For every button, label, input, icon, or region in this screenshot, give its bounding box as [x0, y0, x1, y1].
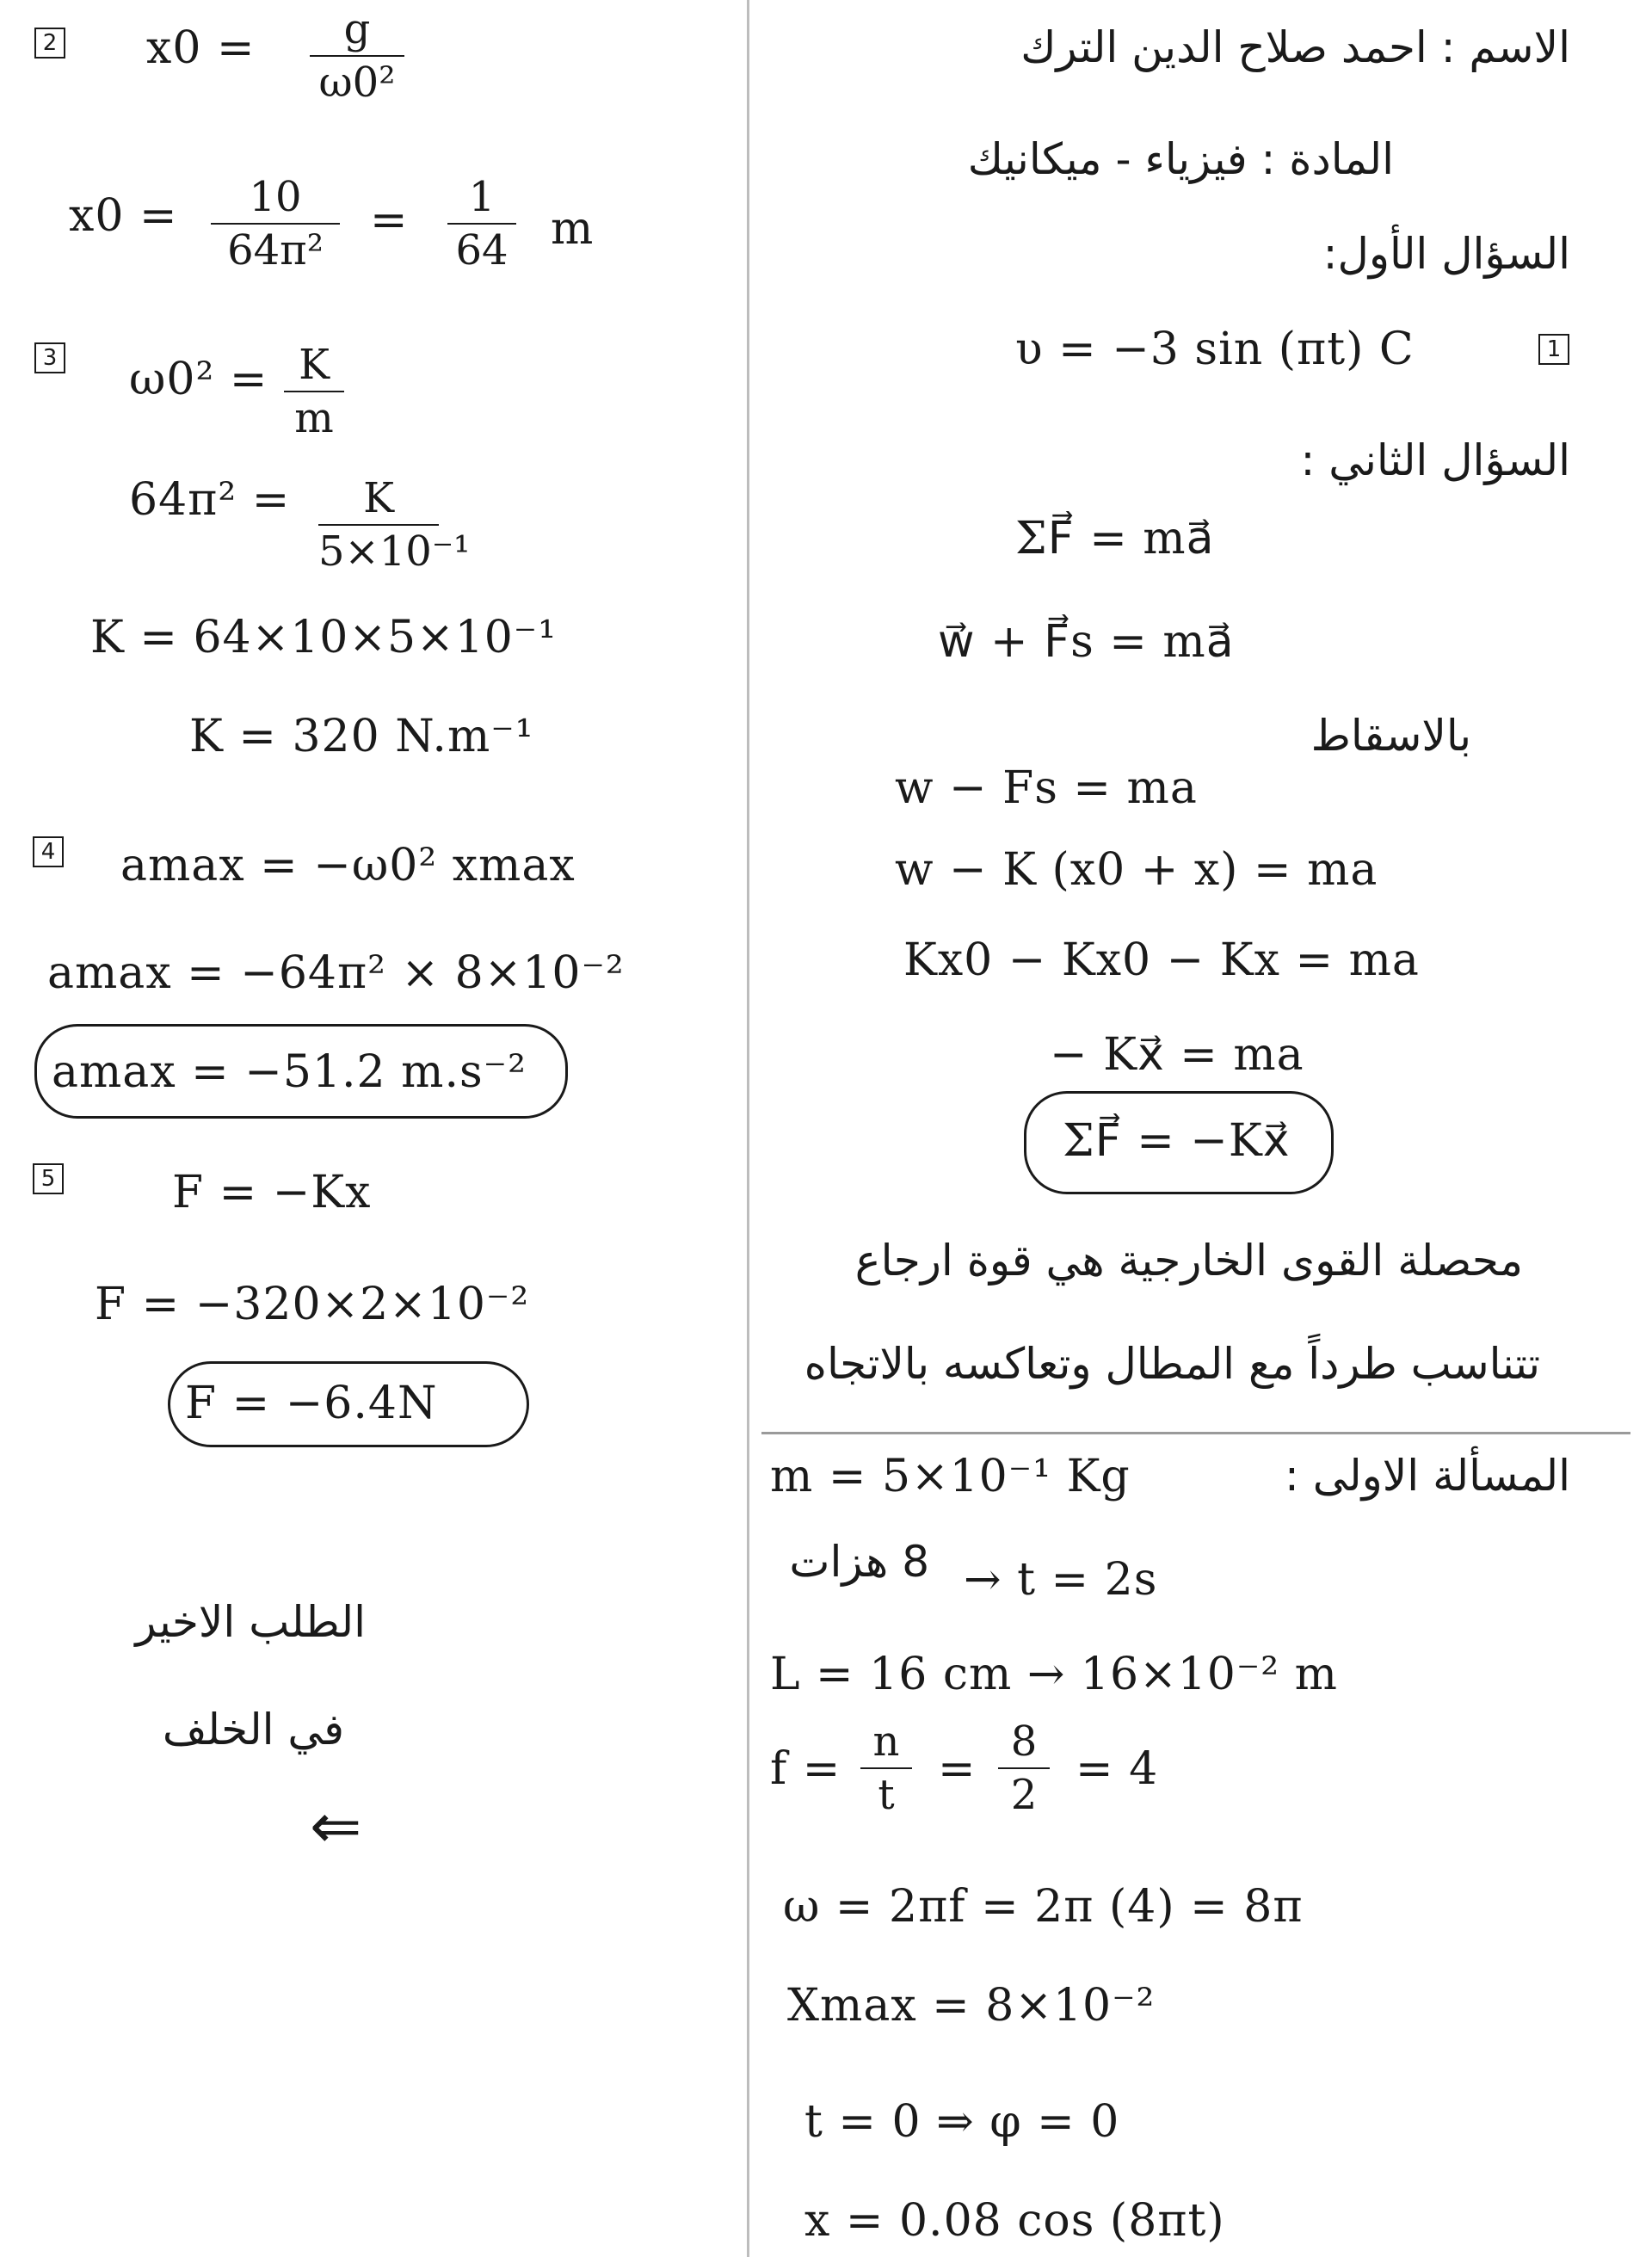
- fraction-numerator: 8: [1010, 1717, 1038, 1766]
- fraction-bar: [998, 1767, 1050, 1769]
- part5-number-box: 5: [33, 1163, 64, 1194]
- q1-velocity-eq: υ = −3 sin (πt) C: [1015, 324, 1415, 375]
- omega0-lhs: ω0² =: [129, 354, 268, 405]
- arrow-left-icon: ⇐: [310, 1790, 362, 1862]
- fraction-numerator: K: [363, 474, 394, 522]
- q1-number-box: 1: [1538, 334, 1569, 365]
- fraction-numerator: 10: [249, 173, 302, 221]
- frequency-lhs: f =: [770, 1743, 841, 1795]
- initial-condition: t = 0 ⇒ φ = 0: [804, 2096, 1120, 2148]
- newton-vector-eq: w⃗ + F⃗s = ma⃗: [938, 616, 1235, 668]
- fraction-numerator: K: [299, 341, 330, 389]
- fraction-denominator: t: [878, 1771, 895, 1819]
- fraction-numerator: n: [872, 1717, 900, 1766]
- subject-line: المادة : فيزياء - ميكانيك: [967, 134, 1394, 184]
- amax-result: amax = −51.2 m.s⁻²: [52, 1046, 527, 1098]
- fraction-numerator: g: [343, 5, 371, 53]
- k-result: K = 320 N.m⁻¹: [189, 711, 534, 762]
- force-result: F = −6.4N: [185, 1378, 438, 1429]
- projection-eq-4: − Kx⃗ = ma: [1050, 1029, 1304, 1081]
- fraction-denominator: ω0²: [318, 59, 396, 107]
- note-last-part: الطلب الاخير: [135, 1597, 366, 1647]
- omega0-fraction-2: [318, 474, 471, 576]
- force-calculation: F = −320×2×10⁻²: [95, 1279, 530, 1330]
- student-name: الاسم : احمد صلاح الدين الترك: [1020, 22, 1570, 72]
- newton-sum-eq: ΣF⃗ = ma⃗: [1015, 513, 1215, 564]
- note-on-back: في الخلف: [162, 1705, 344, 1754]
- fraction-bar: [447, 223, 516, 225]
- k-calculation: K = 64×10×5×10⁻¹: [90, 612, 558, 663]
- force-formula: F = −Kx: [172, 1167, 372, 1218]
- frequency-fraction-symbolic: [860, 1717, 912, 1819]
- motion-equation: x = 0.08 cos (8πt): [804, 2195, 1225, 2247]
- part4-number-box: 4: [33, 836, 64, 867]
- projection-eq-3: Kx0 − Kx0 − Kx = ma: [903, 934, 1420, 986]
- projection-eq-2: w − K (x0 + x) = ma: [895, 844, 1378, 896]
- omega0-lhs-2: 64π² =: [129, 474, 291, 526]
- fraction-denominator: m: [294, 394, 334, 442]
- oscillation-count: 8 هزات: [789, 1537, 929, 1587]
- fraction-bar: [310, 55, 404, 57]
- x0-fraction-2: [211, 173, 340, 274]
- fraction-denominator: 2: [1010, 1771, 1038, 1819]
- conclusion-line-2: تتناسب طرداً مع المطال وتعاكسه بالاتجاه: [804, 1339, 1540, 1389]
- x0-fraction: [310, 5, 404, 107]
- section-divider: [761, 1432, 1630, 1434]
- fraction-denominator: 64: [455, 226, 509, 274]
- column-divider: [747, 0, 749, 2257]
- fraction-bar: [284, 391, 344, 392]
- restoring-force-result: ΣF⃗ = −Kx⃗: [1063, 1115, 1291, 1167]
- part3-number-box: 3: [34, 342, 65, 373]
- x0-equals: =: [370, 194, 409, 246]
- fraction-denominator: 64π²: [227, 226, 324, 274]
- amplitude-value: Xmax = 8×10⁻²: [787, 1980, 1156, 2032]
- x0-fraction-3: [447, 173, 516, 274]
- x0-lhs-2: x0 =: [69, 190, 178, 242]
- mass-value: m = 5×10⁻¹ Kg: [770, 1451, 1131, 1502]
- q2-heading: السؤال الثاني :: [1300, 435, 1570, 485]
- projection-label: بالاسقاط: [1310, 711, 1471, 761]
- x0-unit: m: [551, 203, 595, 255]
- time-value: → t = 2s: [964, 1554, 1158, 1606]
- fraction-bar: [860, 1767, 912, 1769]
- problem1-heading: المسألة الاولى :: [1284, 1451, 1570, 1501]
- frequency-equals: =: [938, 1743, 977, 1795]
- conclusion-line-1: محصلة القوى الخارجية هي قوة ارجاع: [854, 1236, 1523, 1286]
- fraction-denominator: 5×10⁻¹: [318, 527, 471, 576]
- fraction-bar: [318, 524, 439, 526]
- frequency-result: = 4: [1076, 1743, 1159, 1795]
- fraction-numerator: 1: [468, 173, 496, 221]
- projection-eq-1: w − Fs = ma: [895, 762, 1198, 814]
- fraction-bar: [211, 223, 340, 225]
- length-value: L = 16 cm → 16×10⁻² m: [770, 1649, 1338, 1700]
- angular-frequency: ω = 2πf = 2π (4) = 8π: [783, 1881, 1304, 1933]
- part2-number-box: 2: [34, 28, 65, 59]
- q1-heading: السؤال الأول:: [1322, 229, 1570, 279]
- omega0-fraction: [284, 341, 344, 442]
- amax-calculation: amax = −64π² × 8×10⁻²: [47, 947, 625, 999]
- frequency-fraction-numeric: [998, 1717, 1050, 1819]
- amax-formula: amax = −ω0² xmax: [120, 840, 576, 891]
- x0-lhs: x0 =: [146, 22, 256, 74]
